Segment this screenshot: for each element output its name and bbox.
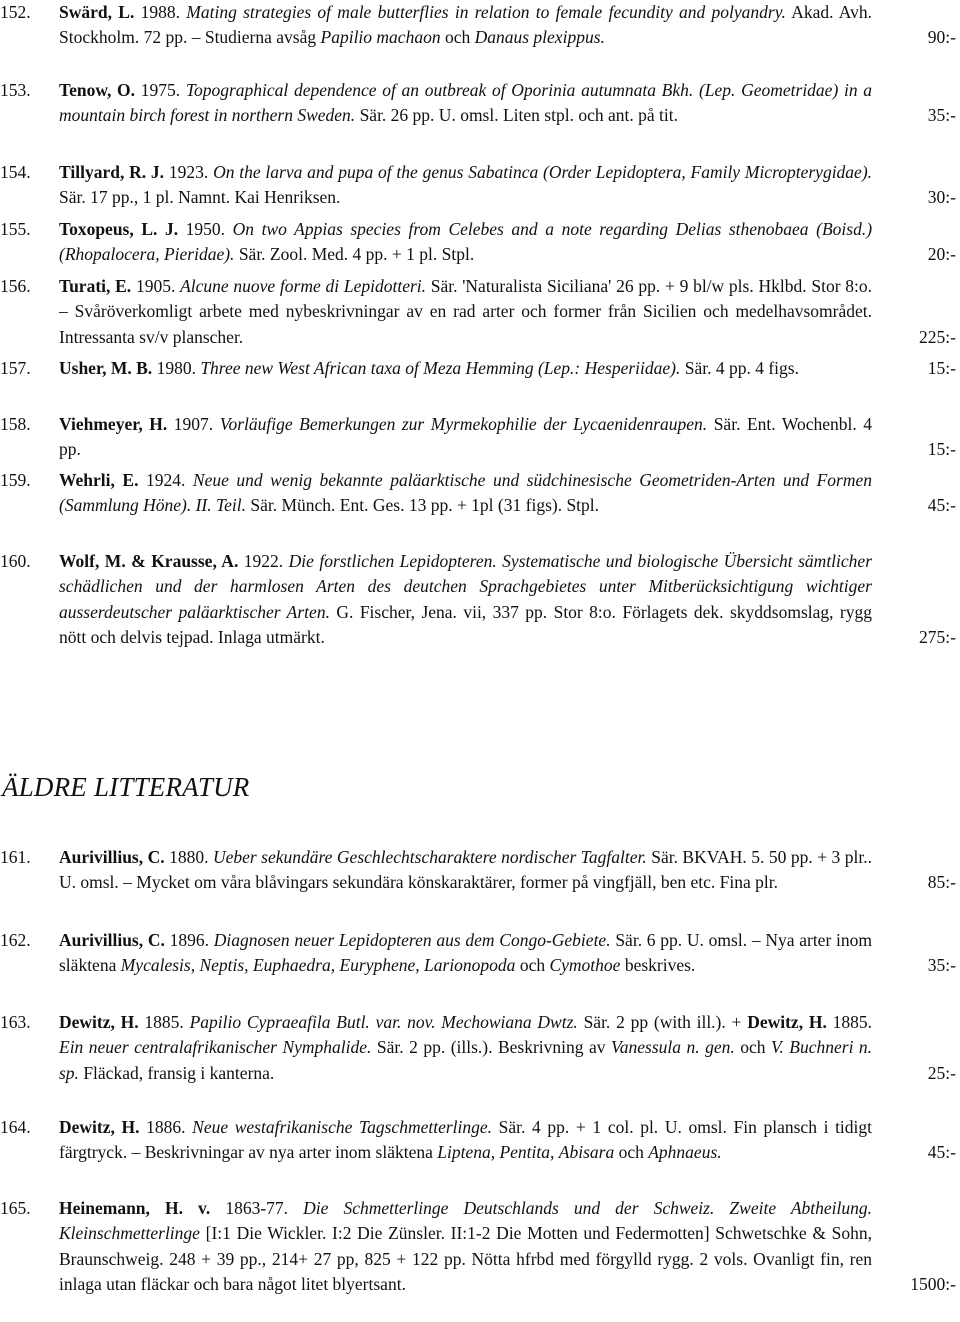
year: 1924. bbox=[146, 470, 186, 490]
entry-number: 165. bbox=[0, 1198, 31, 1218]
species-name: Vanessula n. gen. bbox=[611, 1037, 735, 1058]
author: Aurivillius, C. bbox=[59, 847, 165, 867]
entry-text bbox=[59, 356, 872, 381]
year: 1885. bbox=[832, 1012, 872, 1032]
catalog-entry bbox=[0, 845, 960, 896]
description-tail: beskrives. bbox=[624, 955, 696, 976]
genus-name: Pentita, bbox=[499, 1142, 555, 1163]
author: Wehrli, E. bbox=[59, 470, 139, 490]
conjunction: och bbox=[740, 1037, 766, 1058]
catalog-entry bbox=[0, 274, 960, 350]
year: 1988. bbox=[140, 2, 180, 22]
author: Aurivillius, C. bbox=[59, 930, 165, 950]
entry-number: 155. bbox=[0, 219, 31, 239]
genus-name: Aphnaeus. bbox=[648, 1142, 722, 1163]
description: Sär. 4 pp. 4 figs. bbox=[684, 358, 799, 378]
catalog-entry bbox=[0, 468, 960, 519]
genus-name: Mycalesis, bbox=[120, 955, 196, 976]
price: 20:- bbox=[927, 244, 956, 265]
description: Sär. 2 pp (with ill.). + bbox=[583, 1012, 742, 1032]
entry-text bbox=[59, 549, 872, 651]
description: Sär. 17 pp., 1 pl. Namnt. Kai Henriksen. bbox=[59, 187, 341, 208]
catalog-entry bbox=[0, 217, 960, 268]
species-name: Danaus plexippus. bbox=[474, 27, 605, 48]
title: Neue und wenig bekannte paläarktische und südchinesische Geometriden-Arten und Formen (Sammlung Höne). II. Teil. bbox=[59, 470, 873, 516]
price: 1500:- bbox=[910, 1274, 956, 1295]
year: 1922. bbox=[243, 551, 284, 571]
title: Mating strategies of male butterflies in relation to female fecundity and polyandry. bbox=[186, 2, 786, 22]
price: 90:- bbox=[927, 27, 956, 48]
title: Die Schmetterlinge Deutschlands und der Schweiz. Zweite Abtheilung. Kleinschmetterlinge bbox=[59, 1198, 873, 1244]
entry-text bbox=[59, 1115, 872, 1166]
description: Sär. BKVAH. 5. 50 pp. + 3 plr.. U. omsl. – Mycket om våra blåvingars sekundära könskaraktärer, former på vingfjäll, ben etc. Fina plr. bbox=[59, 847, 872, 893]
section-heading: ÄLDRE LITTERATUR bbox=[2, 772, 250, 802]
description: Sär. Ent. Wochenbl. 4 pp. bbox=[59, 414, 873, 460]
catalog-entry bbox=[0, 1010, 960, 1086]
author: Tenow, O. bbox=[59, 80, 136, 100]
entry-number: 157. bbox=[0, 358, 31, 378]
conjunction: och bbox=[519, 955, 546, 976]
catalog-entry bbox=[0, 412, 960, 463]
entry-number: 156. bbox=[0, 276, 31, 296]
year: 1923. bbox=[168, 162, 209, 182]
catalog-entry bbox=[0, 160, 960, 211]
entry-text bbox=[59, 1196, 872, 1298]
entry-text bbox=[59, 412, 872, 463]
year: 1886. bbox=[146, 1117, 186, 1137]
year: 1907. bbox=[173, 414, 214, 434]
entry-text bbox=[59, 0, 872, 51]
description: Akad. Avh. Stockholm. 72 pp. – Studierna avsåg bbox=[59, 2, 873, 48]
genus-name: Abisara bbox=[558, 1142, 615, 1163]
title: On the larva and pupa of the genus Sabatinca (Order Lepidoptera, Family Micropterygidae). bbox=[213, 162, 873, 182]
title: Vorläufige Bemerkungen zur Myrmekophilie der Lycaenidenraupen. bbox=[219, 414, 708, 434]
title: Ueber sekundäre Geschlechtscharaktere nordischer Tagfalter. bbox=[212, 847, 647, 867]
entry-text bbox=[59, 1010, 872, 1086]
entry-text bbox=[59, 160, 872, 211]
title: Diagnosen neuer Lepidopteren aus dem Congo-Gebiete. bbox=[213, 930, 611, 950]
entry-number: 152. bbox=[0, 2, 31, 22]
catalog-entry bbox=[0, 928, 960, 979]
title: Die forstlichen Lepidopteren. Systematische und biologische Übersicht sämtlicher schädlichen und der harmlosen Arten des deutchen Sprachgebietes unter Mitberücksichtigung wichtiger ausserdeutscher paläarktischer Arten. bbox=[59, 551, 873, 622]
title: Topographical dependence of an outbreak of Oporinia autumnata Bkh. (Lep. Geometridae) in a mountain birch forest in northern Sweden. bbox=[59, 80, 873, 126]
genus-name: Euryphene, bbox=[339, 955, 420, 976]
year: 1950. bbox=[185, 219, 226, 239]
entry-text bbox=[59, 468, 872, 519]
description-tail: Fläckad, fransig i kanterna. bbox=[83, 1062, 275, 1083]
description: Sär. 6 pp. U. omsl. – Nya arter inom släktena bbox=[59, 930, 872, 976]
author: Dewitz, H. bbox=[59, 1012, 139, 1032]
author: Toxopeus, L. J. bbox=[59, 219, 179, 239]
price: 30:- bbox=[927, 187, 956, 208]
year: 1905. bbox=[135, 276, 176, 296]
year: 1980. bbox=[156, 358, 196, 378]
price: 15:- bbox=[927, 358, 956, 378]
genus-name: Cymothoe bbox=[549, 955, 621, 976]
entry-number: 154. bbox=[0, 162, 31, 182]
catalog-entry bbox=[0, 0, 960, 51]
year: 1896. bbox=[169, 930, 209, 950]
title: On two Appias species from Celebes and a note regarding Delias sthenobaea (Boisd.) (Rhopalocera, Pieridae). bbox=[59, 219, 873, 265]
catalog-entry bbox=[0, 78, 960, 129]
entry-number: 163. bbox=[0, 1012, 31, 1032]
entry-number: 158. bbox=[0, 414, 31, 434]
title: Papilio Cypraeafila Butl. var. nov. Mechowiana Dwtz. bbox=[189, 1012, 578, 1032]
price: 85:- bbox=[927, 872, 956, 893]
genus-name: Euphaedra, bbox=[252, 955, 336, 976]
price: 35:- bbox=[927, 105, 956, 126]
conjunction: och bbox=[618, 1142, 644, 1163]
entry-text bbox=[59, 217, 872, 268]
year: 1975. bbox=[140, 80, 181, 100]
author: Wolf, M. & Krausse, A. bbox=[59, 551, 239, 571]
description: Sär. 26 pp. U. omsl. Liten stpl. och ant. på tit. bbox=[359, 105, 678, 126]
genus-name: Larionopoda bbox=[424, 955, 516, 976]
species-name: Papilio machaon bbox=[320, 27, 441, 48]
title: Ein neuer centralafrikanischer Nymphalide. bbox=[59, 1037, 372, 1058]
price: 275:- bbox=[919, 627, 956, 648]
price: 35:- bbox=[927, 955, 956, 976]
entry-number: 164. bbox=[0, 1117, 31, 1137]
catalog-entry bbox=[0, 549, 960, 651]
description: [I:1 Die Wickler. I:2 Die Zünsler. II:1-2 Die Motten und Federmotten] Schwetschke & Sohn, Braunschweig. 248 + 39 pp., 214+ 27 pp, 825 + 122 pp. Nötta hfrbd med förgylld rygg. 2 vols. Ovanligt fin, ren inlaga utan fläckar och bara något litet blyertsant. bbox=[59, 1223, 872, 1295]
conjunction: och bbox=[444, 27, 471, 48]
author: Tillyard, R. J. bbox=[59, 162, 165, 182]
year: 1863-77. bbox=[225, 1198, 289, 1218]
description: Sär. 'Naturalista Siciliana' 26 pp. + 9 bl/w pls. Hklbd. Stor 8:o. – Svåröverkomligt arbete med nybeskrivningar av en rad arter och former från Sicilien och medelhavsområdet. Intressanta sv/v planscher. bbox=[59, 276, 873, 347]
entry-text bbox=[59, 78, 872, 129]
description: Sär. 4 pp. + 1 col. pl. U. omsl. Fin plansch i tidigt färgtryck. – Beskrivningar av nya arter inom släktena bbox=[59, 1117, 873, 1163]
catalog-entry bbox=[0, 1196, 960, 1298]
entry-number: 160. bbox=[0, 551, 31, 571]
catalog-entry bbox=[0, 356, 960, 381]
author: Turati, E. bbox=[59, 276, 132, 296]
author: Swärd, L. bbox=[59, 2, 135, 22]
author: Viehmeyer, H. bbox=[59, 414, 168, 434]
genus-name: Neptis, bbox=[199, 955, 249, 976]
price: 45:- bbox=[927, 1142, 956, 1163]
genus-name: Liptena, bbox=[437, 1142, 496, 1163]
title: Three new West African taxa of Meza Hemming (Lep.: Hesperiidae). bbox=[200, 358, 681, 378]
price: 15:- bbox=[927, 439, 956, 460]
price: 225:- bbox=[919, 326, 956, 347]
entry-text bbox=[59, 928, 872, 979]
price: 45:- bbox=[927, 495, 956, 516]
catalog-entry bbox=[0, 1115, 960, 1166]
entry-number: 161. bbox=[0, 847, 31, 867]
entry-number: 153. bbox=[0, 80, 31, 100]
author: Dewitz, H. bbox=[747, 1012, 827, 1032]
description: Sär. Zool. Med. 4 pp. + 1 pl. Stpl. bbox=[238, 244, 475, 265]
entry-text bbox=[59, 274, 872, 350]
title: Alcune nuove forme di Lepidotteri. bbox=[180, 276, 427, 296]
entry-number: 162. bbox=[0, 930, 31, 950]
author: Dewitz, H. bbox=[59, 1117, 140, 1137]
entry-number: 159. bbox=[0, 470, 31, 490]
author: Heinemann, H. v. bbox=[59, 1198, 211, 1218]
author: Usher, M. B. bbox=[59, 358, 153, 378]
species-name: V. Buchneri n. sp. bbox=[59, 1037, 873, 1083]
title: Neue westafrikanische Tagschmetterlinge. bbox=[192, 1117, 493, 1137]
entry-text bbox=[59, 845, 872, 896]
description: Sär. 2 pp. (ills.). Beskrivning av bbox=[376, 1037, 606, 1058]
year: 1880. bbox=[169, 847, 209, 867]
year: 1885. bbox=[144, 1012, 184, 1032]
description: Sär. Münch. Ent. Ges. 13 pp. + 1pl (31 figs). Stpl. bbox=[250, 495, 600, 516]
price: 25:- bbox=[927, 1062, 956, 1083]
description: G. Fischer, Jena. vii, 337 pp. Stor 8:o. Förlagets dek. skyddsomslag, rygg nött och delvis tejpad. Inlaga utmärkt. bbox=[59, 601, 873, 648]
